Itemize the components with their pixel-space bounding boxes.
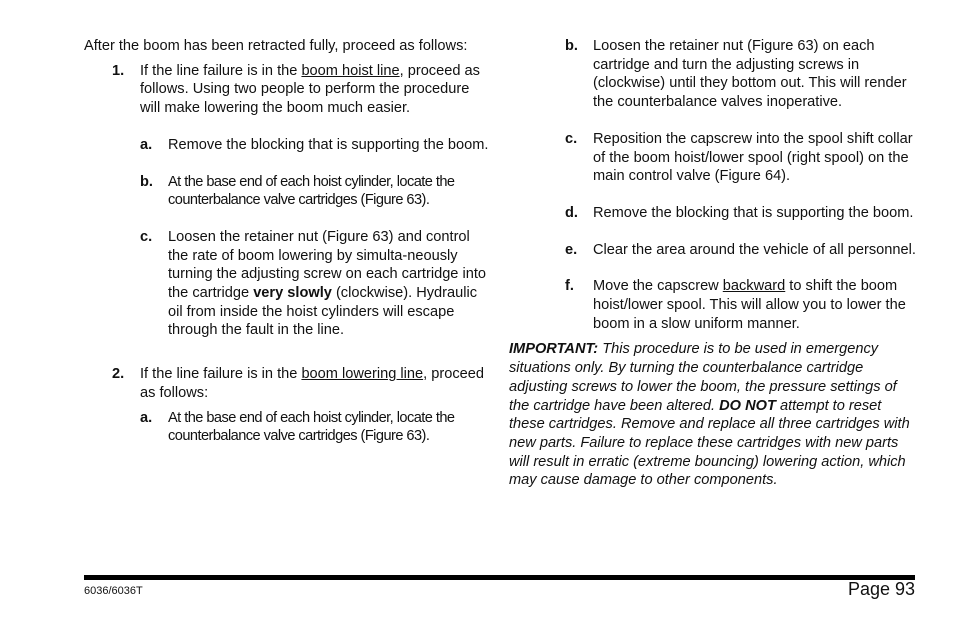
boom-hoist-line-term: boom hoist line [301, 62, 400, 79]
step-2b [509, 37, 919, 112]
step-2-marker: 2. [112, 366, 125, 383]
step-2b-marker: b. [565, 38, 578, 54]
step-2b-text: Loosen the retainer nut (Figure 63) on each cartridge and turn the adjusting screws in (clockwise) until they bottom out. This will render the counterbalance valves inoperative. [593, 38, 907, 111]
footer-rule [84, 575, 915, 580]
left-column [84, 37, 492, 446]
very-slowly-emphasis: very slowly [253, 285, 332, 302]
step-1a-text: Remove the blocking that is supporting the boom. [168, 136, 489, 153]
important-label: IMPORTANT: [509, 341, 599, 358]
step-1a [84, 136, 492, 155]
step-1c-marker: c. [140, 228, 153, 245]
step-1c-text: Loosen the retainer nut (Figure 63) and control the rate of boom lowering by simulta-neously turning the adjusting screw on each cartridge into the cartridge very slowly (clockwise). Hydraulic oil from inside the hoist cylinders will escape through the fault in the line. [168, 228, 487, 339]
step-1-text: If the line failure is in the boom hoist line, proceed as follows. Using two people to perform the procedure will make lowering the boom much easier. [140, 62, 480, 117]
do-not-emphasis: DO NOT [719, 397, 776, 414]
step-1b-text: At the base end of each hoist cylinder, locate the counterbalance valve cartridges (Figure 63). [168, 173, 455, 209]
step-2f-text: Move the capscrew backward to shift the boom hoist/lower spool. This will allow you to lower the boom in a slow uniform manner. [593, 278, 906, 332]
step-2f [509, 277, 919, 333]
step-2d-marker: d. [565, 204, 578, 221]
boom-lowering-line-term: boom lowering line [301, 366, 424, 383]
step-1-marker: 1. [112, 62, 125, 79]
step-2d [509, 204, 919, 223]
right-column [509, 37, 919, 505]
step-2-text: If the line failure is in the boom lowering line, proceed as follows: [140, 366, 484, 401]
step-2c [509, 130, 919, 186]
step-1b-marker: b. [140, 173, 153, 190]
footer-page-number: Page 93 [847, 579, 915, 599]
step-2a-text: At the base end of each hoist cylinder, locate the counterbalance valve cartridges (Figure 63). [168, 409, 455, 445]
step-2c-marker: c. [565, 130, 578, 147]
step-2f-marker: f. [565, 278, 574, 295]
step-2c-text: Reposition the capscrew into the spool shift collar of the boom hoist/lower spool (right spool) on the main control valve (Figure 64). [593, 130, 913, 185]
step-2d-text: Remove the blocking that is supporting the boom. [593, 204, 914, 221]
footer-model-number: 6036/6036T [84, 585, 143, 597]
step-2e-text: Clear the area around the vehicle of all personnel. [593, 241, 916, 258]
intro-paragraph: After the boom has been retracted fully, proceed as follows: [84, 38, 468, 54]
step-2e [509, 241, 919, 260]
important-notice: IMPORTANT: This procedure is to be used in emergency situations only. By turning the counterbalance cartridge adjusting screws to lower the boom, the pressure settings of the cartridge have been altered. DO NOT attempt to reset these cartridges. Remove and replace all three cartridges with new parts. Failure to replace these cartridges with new parts will result in erratic (extreme bouncing) lowering action, which may cause damage to other components. [509, 341, 910, 489]
step-1a-marker: a. [140, 136, 153, 153]
step-2e-marker: e. [565, 241, 578, 258]
step-1 [84, 62, 492, 118]
backward-term: backward [722, 278, 786, 295]
step-1b [84, 173, 492, 210]
step-2a-marker: a. [140, 409, 153, 426]
step-2a [84, 409, 492, 446]
step-1c [84, 228, 492, 340]
step-2 [84, 365, 492, 402]
